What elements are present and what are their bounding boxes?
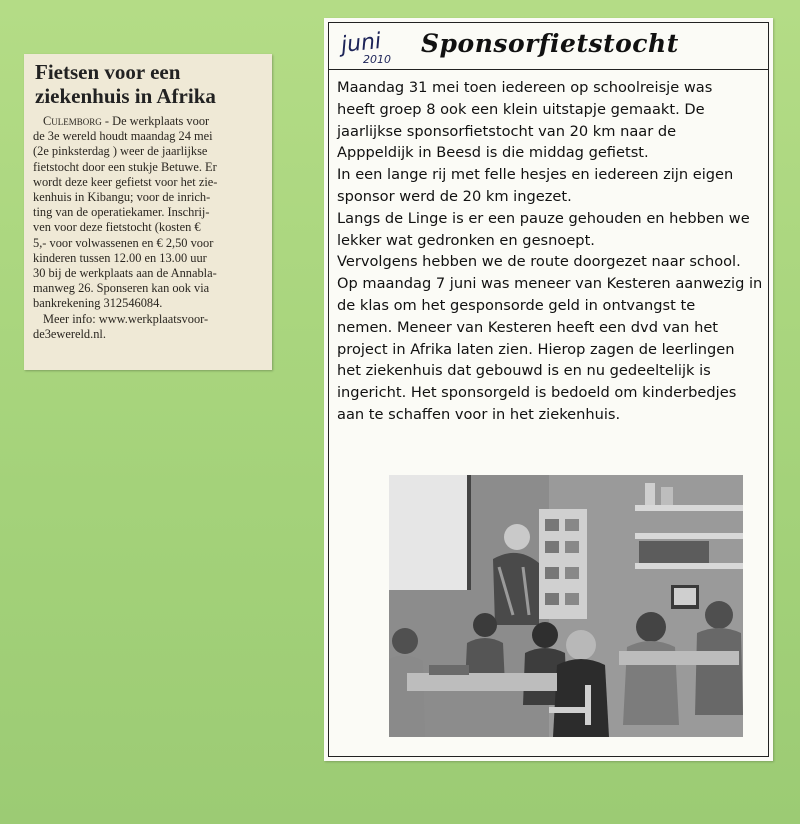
report-line: sponsor werd de 20 km ingezet. <box>337 187 572 205</box>
clipping-title-line-1: Fietsen voor een <box>35 60 181 84</box>
clipping-info-line-1: Meer info: www.werkplaatsvoor- <box>43 311 209 326</box>
report-line: de klas om het gesponsorde geld in ontvangst te <box>337 296 696 314</box>
clipping-line: 5,- voor volwassenen en € 2,50 voor <box>33 235 214 250</box>
clipping-title-line-2: ziekenhuis in Afrika <box>35 84 216 108</box>
report-line: aan te schaffen voor in het ziekenhuis. <box>337 405 621 423</box>
clipping-line: bankrekening 312546084. <box>33 296 163 311</box>
clipping-line: 30 bij de werkplaats aan de Annabla- <box>33 266 217 281</box>
report-heading: Sponsorfietstocht <box>421 29 679 58</box>
clipping-line: kinderen tussen 12.00 en 13.00 uur <box>33 250 207 265</box>
report-line: ingericht. Het sponsorgeld is bedoeld om kinderbedjes <box>337 384 737 402</box>
clipping-line: manweg 26. Sponseren kan ook via <box>33 281 210 296</box>
school-report-sheet <box>324 18 773 761</box>
report-line: Vervolgens hebben we de route doorgezet naar school. <box>337 253 741 271</box>
report-header <box>329 23 768 70</box>
newspaper-clipping <box>24 54 272 370</box>
report-body <box>337 77 767 426</box>
clipping-title <box>35 60 263 108</box>
report-line: Apppeldijk in Beesd is die middag gefietst. <box>337 144 649 162</box>
classroom-photo-illustration <box>389 475 743 737</box>
clipping-line: de 3e wereld houdt maandag 24 mei <box>33 129 213 144</box>
clipping-body-rest <box>33 129 263 342</box>
clipping-body <box>33 114 263 129</box>
report-line: Maandag 31 mei toen iedereen op schoolreisje was <box>337 79 713 96</box>
clipping-line: wordt deze keer gefietst voor het zie- <box>33 174 218 189</box>
handwritten-month: juni <box>339 28 383 59</box>
report-line: nemen. Meneer van Kesteren heeft een dvd van het <box>337 318 719 336</box>
classroom-photo <box>389 475 743 737</box>
report-line: jaarlijkse sponsorfietstocht van 20 km naar de <box>337 122 677 140</box>
report-line: Langs de Linge is er een pauze gehouden en hebben we <box>337 209 750 227</box>
report-line: lekker wat gedronken en gesnoept. <box>337 231 595 249</box>
clipping-dateline: Culemborg <box>43 114 102 128</box>
report-line: Op maandag 7 juni was meneer van Kesteren aanwezig in <box>337 275 763 293</box>
report-frame <box>328 22 769 757</box>
clipping-line: - De werkplaats voor <box>104 114 210 128</box>
clipping-line: kenhuis in Kibangu; voor de inrich- <box>33 190 211 205</box>
clipping-line: ting van de operatiekamer. Inschrij- <box>33 205 210 220</box>
handwritten-year: 2010 <box>363 53 391 66</box>
clipping-line: (2e pinksterdag ) weer de jaarlijkse <box>33 144 208 159</box>
report-line: In een lange rij met felle hesjes en iedereen zijn eigen <box>337 166 734 184</box>
report-line: heeft groep 8 ook een klein uitstapje gemaakt. De <box>337 100 705 118</box>
clipping-info-line-2: de3ewereld.nl. <box>33 326 106 341</box>
clipping-line: ven voor deze fietstocht (kosten € <box>33 220 201 235</box>
report-line: project in Afrika laten zien. Hierop zagen de leerlingen <box>337 340 735 358</box>
report-line: het ziekenhuis dat gebouwd is en nu gedeeltelijk is <box>337 362 711 380</box>
clipping-line: fietstocht door een stukje Betuwe. Er <box>33 159 217 174</box>
